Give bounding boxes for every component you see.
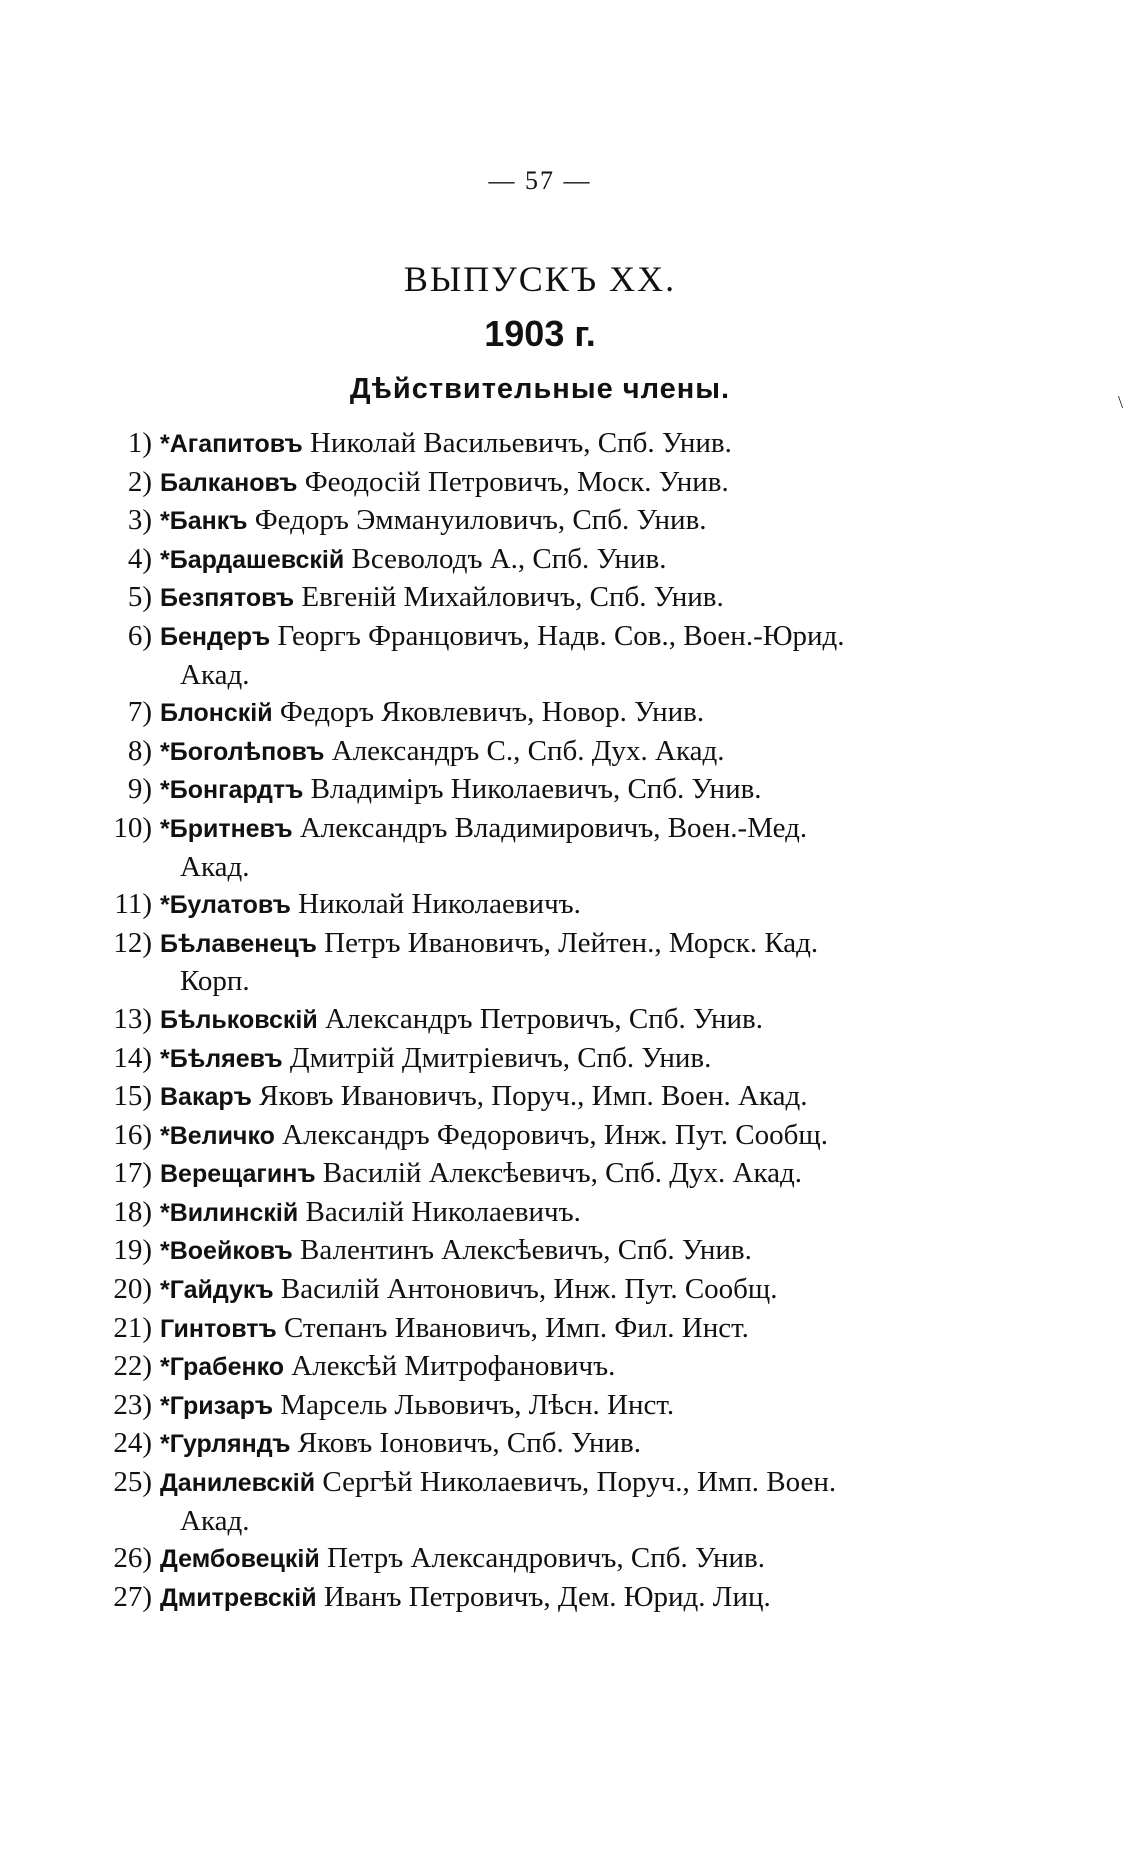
member-surname: *Агапитовъ [160, 430, 303, 458]
member-entry [88, 464, 948, 503]
member-surname: Данилевскій [160, 1469, 316, 1498]
member-entry [88, 886, 948, 925]
member-entry [88, 1117, 948, 1156]
member-entry [88, 810, 948, 886]
member-number: 8) [127, 734, 152, 767]
member-details: Дмитрій Дмитріевичъ, Спб. Унив. [289, 1041, 712, 1074]
page-number: — 57 — [488, 166, 592, 195]
member-surname: Вакаръ [160, 1083, 252, 1112]
member-number: 24) [113, 1427, 152, 1460]
member-details: Федоръ Эммануиловичъ, Спб. Унив. [254, 504, 707, 537]
member-entry [88, 425, 948, 464]
member-number: 9) [127, 773, 152, 806]
member-details-continuation: Корп. [180, 965, 250, 998]
member-surname: *Бонгардтъ [160, 776, 304, 805]
member-number: 2) [127, 465, 152, 498]
member-entry [88, 502, 948, 541]
member-details: Петръ Ивановичъ, Лейтен., Морск. Кад. [324, 926, 819, 959]
member-number: 13) [113, 1002, 152, 1035]
member-number: 19) [113, 1234, 152, 1267]
member-number: 12) [113, 926, 152, 959]
member-number: 3) [127, 504, 152, 537]
member-entry [88, 579, 948, 618]
member-entry [88, 1425, 948, 1464]
member-details: Петръ Александровичъ, Спб. Унив. [326, 1542, 765, 1575]
member-details: Николай Николаевичъ. [298, 888, 581, 921]
member-surname: Блонскій [160, 699, 273, 728]
member-surname: Бѣлавенецъ [160, 929, 317, 958]
member-number: 26) [113, 1542, 152, 1575]
member-surname: Верещагинъ [160, 1160, 316, 1189]
member-surname: *Величко [160, 1121, 275, 1150]
member-number: 25) [113, 1466, 152, 1499]
member-details-continuation: Акад. [180, 850, 250, 883]
member-details: Александръ Федоровичъ, Инж. Пут. Сообщ. [282, 1118, 828, 1151]
member-details: Василій Алексѣевичъ, Спб. Дух. Акад. [322, 1157, 803, 1190]
member-surname: Бендеръ [160, 622, 271, 651]
member-entry [88, 541, 948, 580]
member-entry [88, 1540, 948, 1579]
member-surname: Дмитревскій [160, 1583, 317, 1612]
member-surname: *Грабенко [160, 1353, 285, 1382]
member-number: 15) [113, 1080, 152, 1113]
member-entry [88, 1001, 948, 1040]
member-number: 23) [113, 1388, 152, 1421]
member-entry [88, 1271, 948, 1310]
member-details: Василій Николаевичъ. [305, 1195, 581, 1228]
member-surname: *Воейковъ [160, 1237, 293, 1266]
member-number: 4) [127, 542, 152, 575]
member-surname: *Вилинскій [160, 1198, 299, 1227]
issue-title: ВЫПУСКЪ XX. [403, 259, 677, 299]
member-surname: *Гурляндъ [160, 1430, 291, 1459]
member-details: Александръ С., Спб. Дух. Акад. [331, 734, 725, 767]
member-surname: *Булатовъ [160, 891, 291, 920]
member-entry [88, 1078, 948, 1117]
member-surname: Балкановъ [160, 468, 298, 497]
member-surname: *Гризаръ [160, 1391, 274, 1420]
member-details: Степанъ Ивановичъ, Имп. Фил. Инст. [283, 1311, 749, 1344]
member-surname: Дембовецкій [160, 1545, 320, 1574]
member-entry [88, 1579, 948, 1618]
member-number: 21) [113, 1311, 152, 1344]
section-title: Дѣйствительные члены. [349, 373, 731, 405]
member-surname: *Бритневъ [160, 814, 293, 843]
member-entry [88, 694, 948, 733]
member-surname: *Боголѣповъ [160, 737, 325, 766]
member-number: 16) [113, 1118, 152, 1151]
member-entry [88, 1387, 948, 1426]
member-entry [88, 1232, 948, 1271]
member-details: Марсель Львовичъ, Лѣсн. Инст. [280, 1388, 675, 1421]
member-details-continuation: Акад. [180, 1504, 250, 1537]
member-details: Николай Васильевичъ, Спб. Унив. [309, 427, 732, 459]
member-number: 20) [113, 1273, 152, 1306]
member-surname: *Банкъ [160, 507, 248, 536]
member-entry [88, 1310, 948, 1349]
member-entry [88, 1155, 948, 1194]
member-number: 17) [113, 1157, 152, 1190]
member-details: Василій Антоновичъ, Инж. Пут. Сообщ. [280, 1273, 778, 1306]
member-number: 14) [113, 1041, 152, 1074]
member-details: Всеволодъ А., Спб. Унив. [351, 542, 667, 575]
member-details: Алексѣй Митрофановичъ. [291, 1350, 616, 1383]
member-number: 18) [113, 1195, 152, 1228]
member-details: Александръ Петровичъ, Спб. Унив. [324, 1002, 763, 1035]
member-list [88, 425, 948, 1617]
member-number: 27) [113, 1580, 152, 1613]
member-number: 7) [127, 696, 152, 729]
margin-mark: \ [1118, 392, 1124, 412]
member-entry [88, 771, 948, 810]
member-surname: Гинтовтъ [160, 1314, 277, 1343]
member-details: Феодосій Петровичъ, Моск. Унив. [304, 465, 729, 498]
member-entry [88, 618, 948, 694]
member-details: Сергѣй Николаевичъ, Поруч., Имп. Воен. [322, 1466, 837, 1499]
member-entry [88, 1348, 948, 1387]
member-number: 10) [113, 811, 152, 844]
year-heading: 1903 г. [484, 313, 596, 354]
member-details: Валентинъ Алексѣевичъ, Спб. Унив. [300, 1234, 752, 1267]
member-details: Владиміръ Николаевичъ, Спб. Унив. [310, 773, 762, 806]
member-entry [88, 925, 948, 1001]
member-entry [88, 1040, 948, 1079]
member-details: Евгеній Михайловичъ, Спб. Унив. [301, 581, 724, 614]
member-number: 22) [113, 1350, 152, 1383]
member-details: Яковъ Іоновичъ, Спб. Унив. [297, 1427, 641, 1460]
member-number: 1) [127, 427, 152, 459]
member-surname: Бѣльковскій [160, 1005, 318, 1034]
member-surname: *Бардашевскій [160, 545, 345, 574]
member-surname: *Гайдукъ [160, 1276, 274, 1305]
member-details: Александръ Владимировичъ, Воен.-Мед. [299, 811, 808, 844]
member-details: Яковъ Ивановичъ, Поруч., Имп. Воен. Акад. [259, 1080, 808, 1113]
member-details: Федоръ Яковлевичъ, Новор. Унив. [279, 696, 705, 729]
member-number: 5) [127, 581, 152, 614]
member-surname: *Бѣляевъ [160, 1044, 283, 1073]
member-details-continuation: Акад. [180, 658, 250, 691]
member-entry [88, 733, 948, 772]
member-number: 6) [127, 619, 152, 652]
member-details: Георгъ Францовичъ, Надв. Сов., Воен.-Юрид. [277, 619, 845, 652]
member-number: 11) [114, 888, 152, 921]
member-surname: Безпятовъ [160, 584, 295, 613]
member-entry [88, 1464, 948, 1540]
member-entry [88, 1194, 948, 1233]
member-details: Иванъ Петровичъ, Дем. Юрид. Лиц. [323, 1580, 771, 1613]
